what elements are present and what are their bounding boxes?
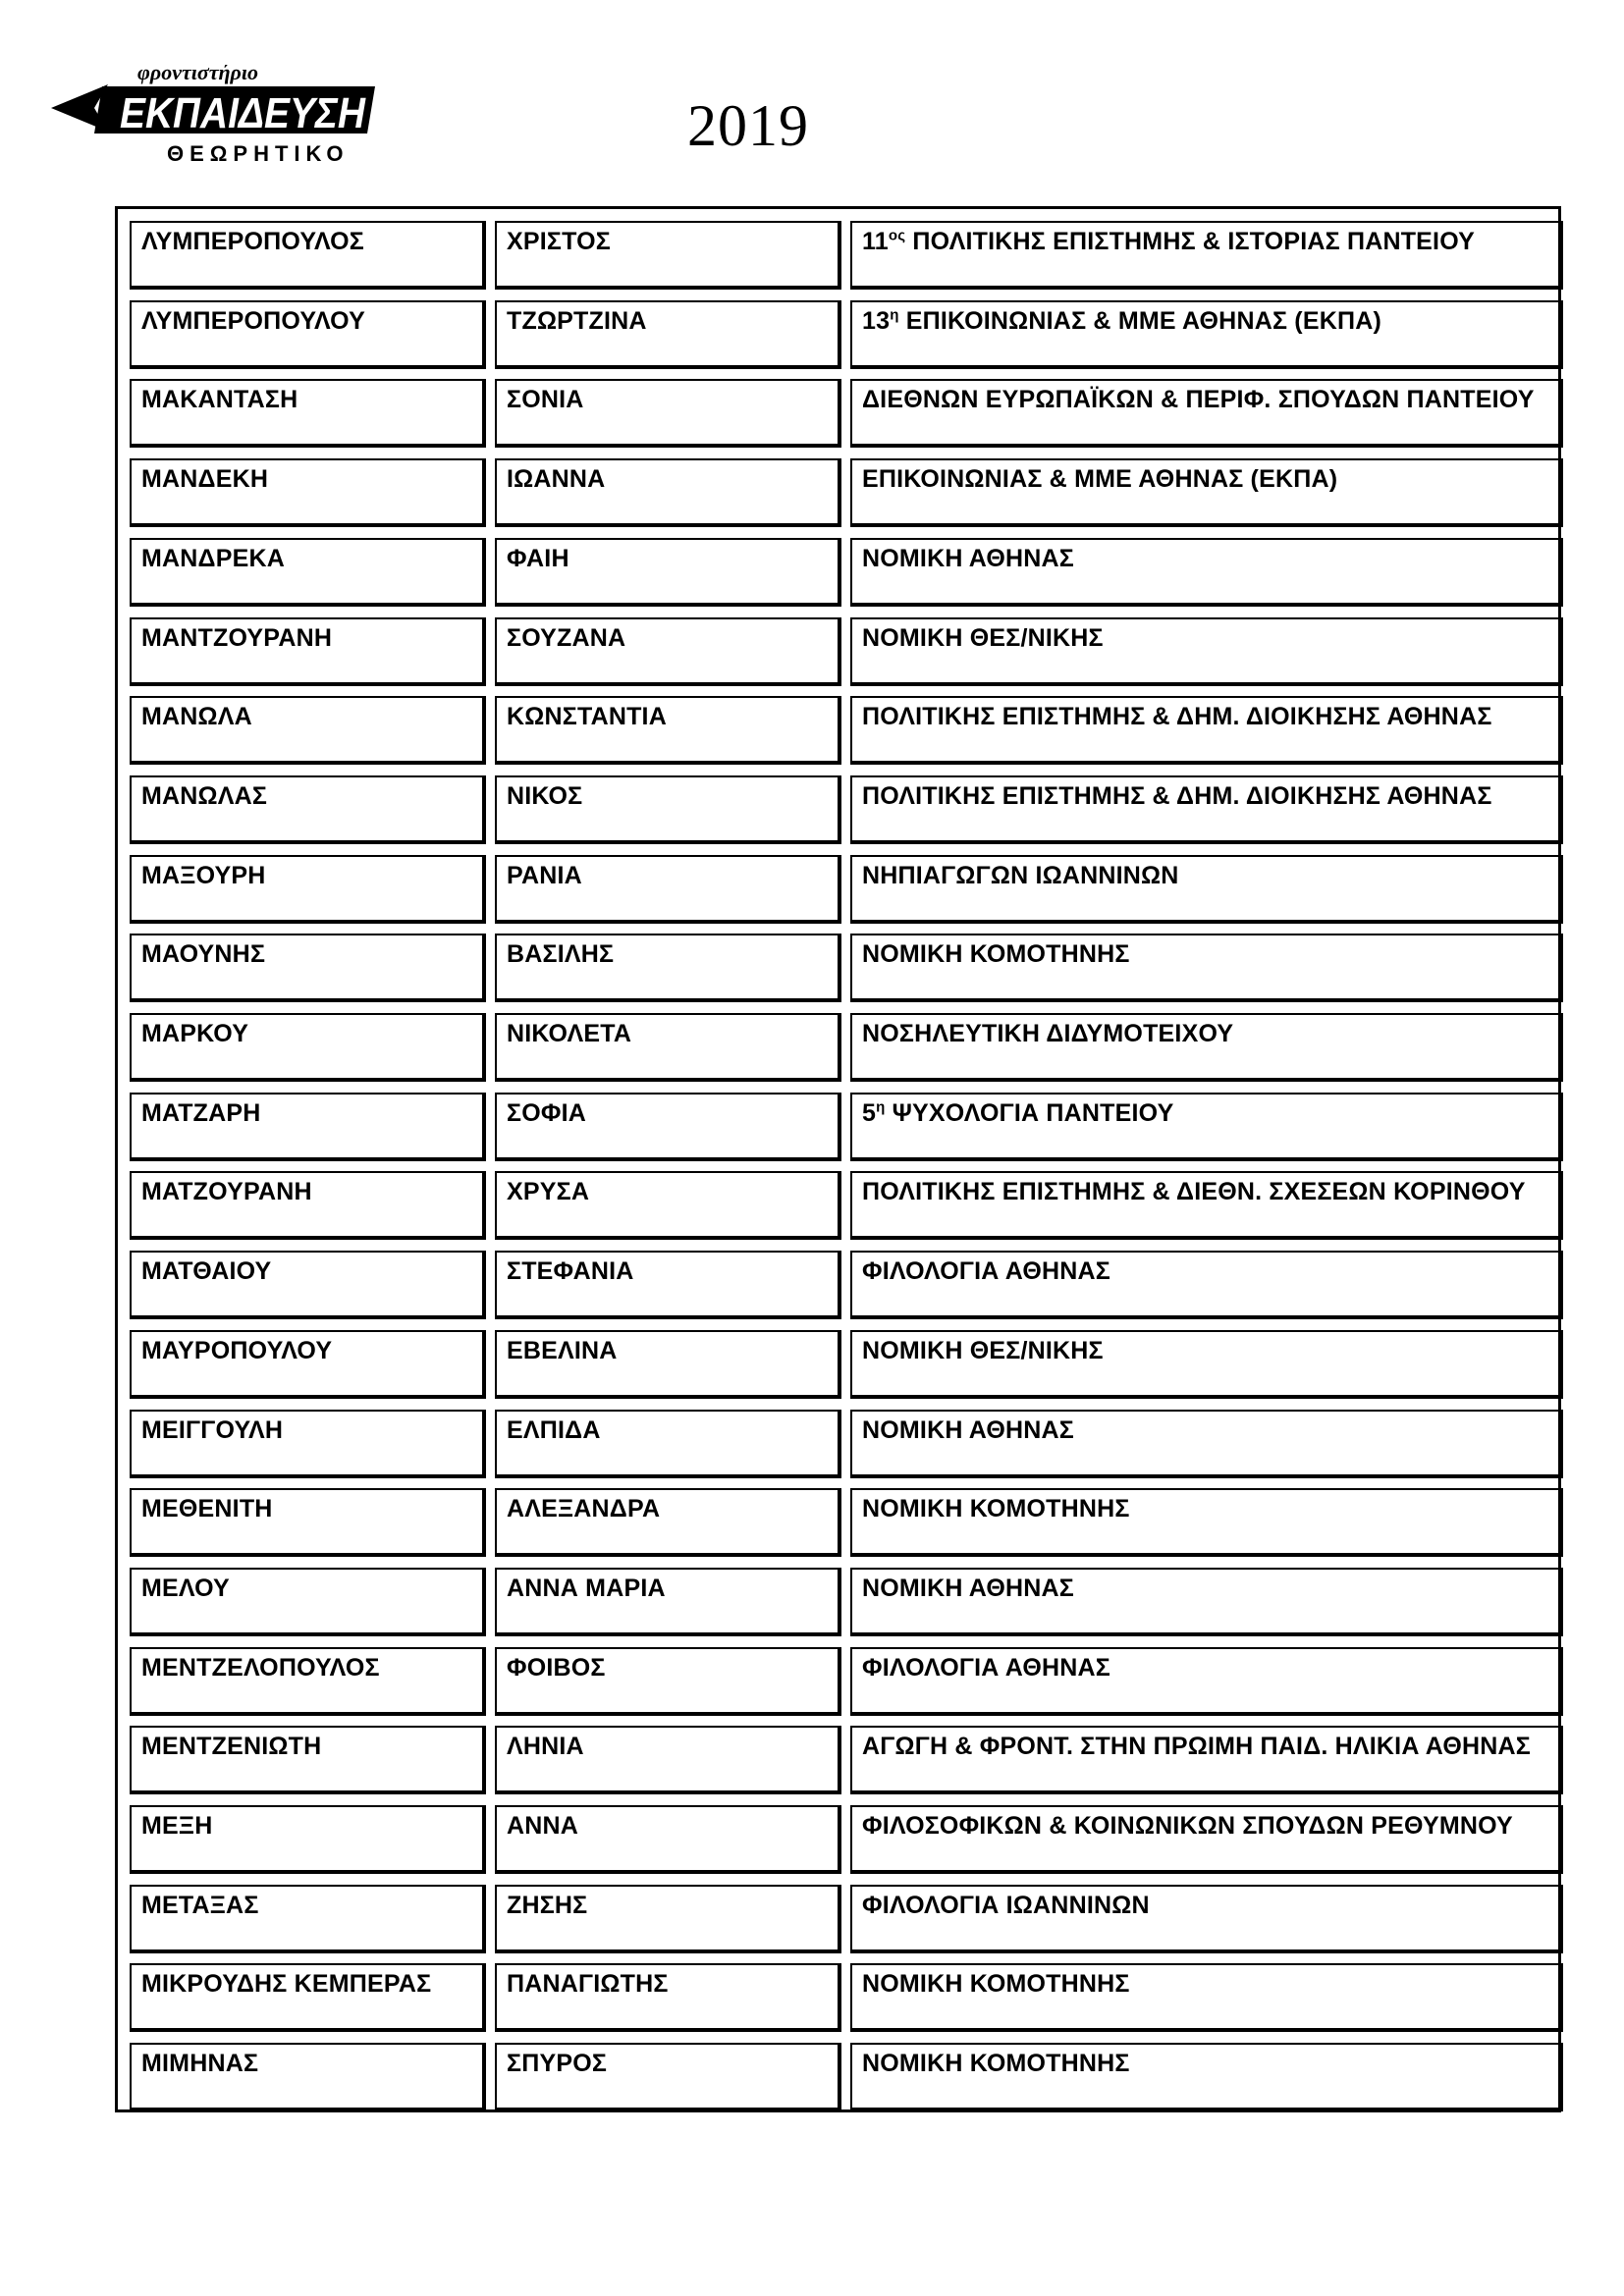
surname-cell: ΛΥΜΠΕΡΟΠΟΥΛΟΥ [130, 300, 486, 369]
school-name: ΝΟΜΙΚΗ ΘΕΣ/ΝΙΚΗΣ [862, 623, 1104, 652]
school-cell [850, 1093, 1563, 1161]
school-name: ΝΟΜΙΚΗ ΚΟΜΟΤΗΝΗΣ [862, 1970, 1130, 1999]
svg-text:φροντιστήριο: φροντιστήριο [137, 65, 258, 84]
school-cell [850, 458, 1563, 527]
school-cell [850, 696, 1563, 765]
school-name: ΝΟΜΙΚΗ ΑΘΗΝΑΣ [862, 1415, 1074, 1444]
school-cell [850, 379, 1563, 448]
firstname-cell: ΒΑΣΙΛΗΣ [495, 934, 841, 1002]
firstname-cell: ΣΤΕΦΑΝΙΑ [495, 1251, 841, 1319]
firstname-cell: ΙΩΑΝΝΑ [495, 458, 841, 527]
school-name: ΝΟΣΗΛΕΥΤΙΚΗ ΔΙΔΥΜΟΤΕΙΧΟΥ [862, 1020, 1234, 1047]
school-name: ΦΙΛΟΣΟΦΙΚΩΝ & ΚΟΙΝΩΝΙΚΩΝ ΣΠΟΥΔΩΝ ΡΕΘΥΜΝΟΥ [862, 1812, 1513, 1840]
logo-mark [51, 65, 375, 167]
school-name: ΕΠΙΚΟΙΝΩΝΙΑΣ & ΜΜΕ ΑΘΗΝΑΣ (ΕΚΠΑ) [898, 306, 1381, 335]
surname-cell: ΜΑΝΩΛΑΣ [130, 775, 486, 844]
school-cell [850, 1963, 1563, 2032]
school-cell [850, 934, 1563, 1002]
surname-cell: ΜΕΝΤΖΕΝΙΩΤΗ [130, 1726, 486, 1794]
firstname-cell: ΛΗΝΙΑ [495, 1726, 841, 1794]
firstname-cell: ΕΒΕΛΙΝΑ [495, 1330, 841, 1399]
surname-cell: ΜΕΙΓΓΟΥΛΗ [130, 1410, 486, 1478]
rank-number: 11 [862, 228, 889, 255]
surname-cell: ΜΙΜΗΝΑΣ [130, 2043, 486, 2111]
firstname-cell: ΑΛΕΞΑΝΔΡΑ [495, 1488, 841, 1557]
school-cell [850, 1171, 1563, 1240]
firstname-cell: ΝΙΚΟΛΕΤΑ [495, 1013, 841, 1082]
firstname-cell: ΦΑΙΗ [495, 538, 841, 607]
school-name: ΝΟΜΙΚΗ ΚΟΜΟΤΗΝΗΣ [862, 1495, 1130, 1523]
firstname-cell: ΣΟΥΖΑΝΑ [495, 617, 841, 686]
firstname-cell: ΚΩΝΣΤΑΝΤΙΑ [495, 696, 841, 765]
firstname-cell: ΑΝΝΑ ΜΑΡΙΑ [495, 1568, 841, 1636]
firstname-cell: ΖΗΣΗΣ [495, 1885, 841, 1953]
school-cell [850, 2043, 1563, 2111]
school-name: ΦΙΛΟΛΟΓΙΑ ΙΩΑΝΝΙΝΩΝ [862, 1891, 1150, 1919]
school-cell [850, 1330, 1563, 1399]
surname-cell: ΜΕΞΗ [130, 1805, 486, 1874]
surname-cell: ΜΑΤΖΑΡΗ [130, 1093, 486, 1161]
school-cell [850, 1410, 1563, 1478]
svg-text:ΘΕΩΡΗΤΙΚΟ: ΘΕΩΡΗΤΙΚΟ [167, 141, 350, 166]
school-cell [850, 1013, 1563, 1082]
school-name: ΕΠΙΚΟΙΝΩΝΙΑΣ & ΜΜΕ ΑΘΗΝΑΣ (ΕΚΠΑ) [862, 465, 1338, 494]
school-cell [850, 1805, 1563, 1874]
school-name: ΑΓΩΓΗ & ΦΡΟΝΤ. ΣΤΗΝ ΠΡΩΙΜΗ ΠΑΙΔ. ΗΛΙΚΙΑ ΑΘΗΝΑΣ [862, 1733, 1531, 1761]
firstname-cell: ΣΟΝΙΑ [495, 379, 841, 448]
firstname-cell: ΧΡΙΣΤΟΣ [495, 221, 841, 290]
firstname-cell: ΣΟΦΙΑ [495, 1093, 841, 1161]
document-year: 2019 [687, 93, 809, 158]
surname-cell: ΜΑΤΘΑΙΟΥ [130, 1251, 486, 1319]
surname-cell: ΜΕΤΑΞΑΣ [130, 1885, 486, 1953]
surname-cell: ΜΑΝΔΕΚΗ [130, 458, 486, 527]
school-cell [850, 855, 1563, 924]
school-name: ΝΟΜΙΚΗ ΑΘΗΝΑΣ [862, 544, 1074, 572]
results-table [115, 206, 1561, 2112]
school-name: ΠΟΛΙΤΙΚΗΣ ΕΠΙΣΤΗΜΗΣ & ΔΗΜ. ΔΙΟΙΚΗΣΗΣ ΑΘΗΝΑΣ [862, 703, 1492, 731]
school-name: ΨΥΧΟΛΟΓΙΑ ΠΑΝΤΕΙΟΥ [885, 1098, 1174, 1127]
school-cell [850, 1488, 1563, 1557]
school-name: ΦΙΛΟΛΟΓΙΑ ΑΘΗΝΑΣ [862, 1653, 1110, 1682]
firstname-cell: ΡΑΝΙΑ [495, 855, 841, 924]
firstname-cell: ΧΡΥΣΑ [495, 1171, 841, 1240]
surname-cell: ΜΑΟΥΝΗΣ [130, 934, 486, 1002]
svg-text:ΕΚΠΑΙΔΕΥΣΗ: ΕΚΠΑΙΔΕΥΣΗ [120, 89, 367, 137]
surname-cell: ΜΑΡΚΟΥ [130, 1013, 486, 1082]
firstname-cell: ΝΙΚΟΣ [495, 775, 841, 844]
school-name: ΔΙΕΘΝΩΝ ΕΥΡΩΠΑΪΚΩΝ & ΠΕΡΙΦ. ΣΠΟΥΔΩΝ ΠΑΝΤΕΙΟΥ [862, 386, 1535, 414]
surname-cell: ΜΑΝΩΛΑ [130, 696, 486, 765]
school-name: ΠΟΛΙΤΙΚΗΣ ΕΠΙΣΤΗΜΗΣ & ΔΙΕΘΝ. ΣΧΕΣΕΩΝ ΚΟΡΙΝΘΟΥ [862, 1178, 1526, 1206]
firstname-cell: ΤΖΩΡΤΖΙΝΑ [495, 300, 841, 369]
school-name: ΝΟΜΙΚΗ ΚΟΜΟΤΗΝΗΣ [862, 2050, 1130, 2078]
firstname-cell: ΠΑΝΑΓΙΩΤΗΣ [495, 1963, 841, 2032]
surname-cell: ΜΑΥΡΟΠΟΥΛΟΥ [130, 1330, 486, 1399]
school-name: ΠΟΛΙΤΙΚΗΣ ΕΠΙΣΤΗΜΗΣ & ΔΗΜ. ΔΙΟΙΚΗΣΗΣ ΑΘΗΝΑΣ [862, 781, 1492, 810]
school-cell [850, 1568, 1563, 1636]
surname-cell: ΜΙΚΡΟΥΔΗΣ ΚΕΜΠΕΡΑΣ [130, 1963, 486, 2032]
logo [51, 65, 375, 167]
firstname-cell: ΦΟΙΒΟΣ [495, 1647, 841, 1716]
surname-cell: ΜΕΛΟΥ [130, 1568, 486, 1636]
surname-cell: ΜΑΤΖΟΥΡΑΝΗ [130, 1171, 486, 1240]
school-name: ΠΟΛΙΤΙΚΗΣ ΕΠΙΣΤΗΜΗΣ & ΙΣΤΟΡΙΑΣ ΠΑΝΤΕΙΟΥ [905, 228, 1476, 255]
school-name: ΝΟΜΙΚΗ ΚΟΜΟΤΗΝΗΣ [862, 940, 1130, 969]
school-cell [850, 1885, 1563, 1953]
surname-cell: ΛΥΜΠΕΡΟΠΟΥΛΟΣ [130, 221, 486, 290]
school-cell [850, 617, 1563, 686]
school-cell [850, 300, 1563, 369]
firstname-cell: ΕΛΠΙΔΑ [495, 1410, 841, 1478]
rank-suffix: ος [888, 227, 906, 244]
school-name: ΝΟΜΙΚΗ ΘΕΣ/ΝΙΚΗΣ [862, 1336, 1104, 1364]
school-cell [850, 221, 1563, 290]
surname-cell: ΜΑΚΑΝΤΑΣΗ [130, 379, 486, 448]
surname-cell: ΜΑΝΤΖΟΥΡΑΝΗ [130, 617, 486, 686]
school-name: ΝΟΜΙΚΗ ΑΘΗΝΑΣ [862, 1574, 1074, 1602]
school-name: ΝΗΠΙΑΓΩΓΩΝ ΙΩΑΝΝΙΝΩΝ [862, 861, 1179, 889]
school-cell [850, 1726, 1563, 1794]
school-cell [850, 775, 1563, 844]
school-cell [850, 1251, 1563, 1319]
school-cell [850, 538, 1563, 607]
firstname-cell: ΑΝΝΑ [495, 1805, 841, 1874]
surname-cell: ΜΕΝΤΖΕΛΟΠΟΥΛΟΣ [130, 1647, 486, 1716]
rank-suffix: η [890, 306, 899, 324]
school-name: ΦΙΛΟΛΟΓΙΑ ΑΘΗΝΑΣ [862, 1257, 1110, 1286]
surname-cell: ΜΕΘΕΝΙΤΗ [130, 1488, 486, 1557]
surname-cell: ΜΑΞΟΥΡΗ [130, 855, 486, 924]
surname-cell: ΜΑΝΔΡΕΚΑ [130, 538, 486, 607]
rank-number: 5 [862, 1098, 877, 1127]
rank-suffix: η [876, 1098, 886, 1116]
rank-number: 13 [862, 306, 891, 335]
firstname-cell: ΣΠΥΡΟΣ [495, 2043, 841, 2111]
school-cell [850, 1647, 1563, 1716]
